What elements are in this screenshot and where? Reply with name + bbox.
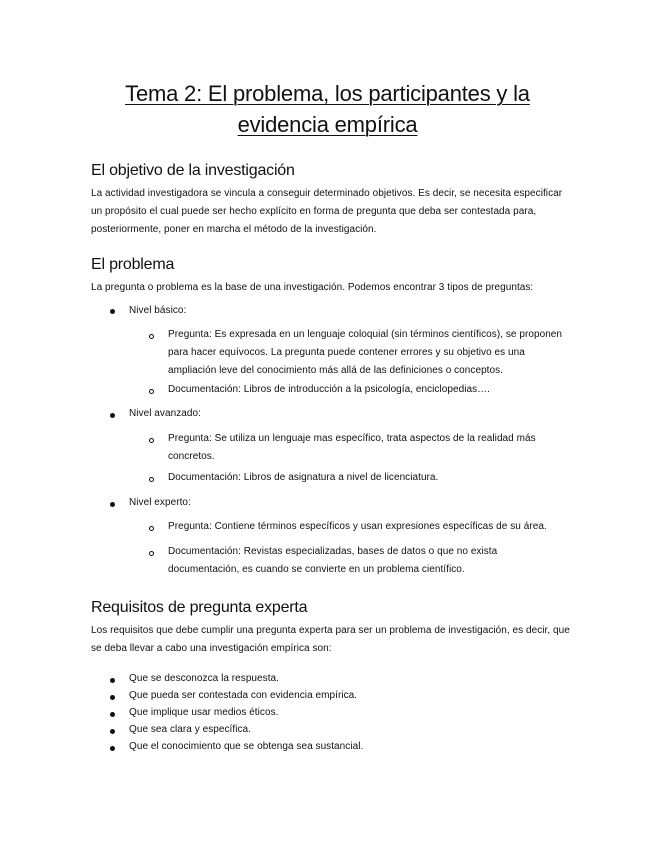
sub-bullet-icon xyxy=(149,438,154,443)
bullet-icon xyxy=(110,729,115,734)
title-line-1: Tema 2: El problema, los participantes y la xyxy=(125,81,530,106)
bullet-icon xyxy=(110,695,115,700)
bullet-icon xyxy=(110,712,115,717)
sub-bullet-icon xyxy=(149,551,154,556)
experto-pregunta: Pregunta: Contiene términos específicos y usan expresiones específicas de su área. xyxy=(168,521,547,532)
sub-bullet-icon xyxy=(149,334,154,339)
avanzado-pregunta: Pregunta: Se utiliza un lenguaje mas específico, trata aspectos de la realidad más concretos. xyxy=(168,433,536,462)
sub-bullet-icon xyxy=(149,526,154,531)
heading-objetivo: El objetivo de la investigación xyxy=(91,162,295,179)
basico-pregunta: Pregunta: Es expresada en un lenguaje coloquial (sin términos científicos), se proponen para hacer equívocos. La pregunta puede contener errores y su objetivo es una ampliación leve del conocimiento más allá de las definiciones o conceptos. xyxy=(168,329,563,376)
requisito-item: Que implique usar medios éticos. xyxy=(129,707,279,718)
bullet-icon xyxy=(110,309,115,314)
bullet-icon xyxy=(110,678,115,683)
heading-problema: El problema xyxy=(91,256,175,273)
heading-requisitos: Requisitos de pregunta experta xyxy=(91,599,308,616)
requisito-item: Que sea clara y específica. xyxy=(129,724,251,735)
paragraph-problema-intro: La pregunta o problema es la base de una investigación. Podemos encontrar 3 tipos de preguntas: xyxy=(91,282,534,293)
bullet-icon xyxy=(110,502,115,507)
paragraph-requisitos-intro: Los requisitos que debe cumplir una pregunta experta para ser un problema de investigación, es decir, que se deba llevar a cabo una investigación empírica son: xyxy=(91,625,570,654)
requisito-item: Que el conocimiento que se obtenga sea sustancial. xyxy=(129,741,364,752)
requisito-item: Que se desconozca la respuesta. xyxy=(129,673,279,684)
bullet-icon xyxy=(110,413,115,418)
experto-documentacion: Documentación: Revistas especializadas, bases de datos o que no exista documentación, es cuando se convierte en un problema científico. xyxy=(168,546,498,575)
title-line-2: evidencia empírica xyxy=(237,112,418,137)
requisito-item: Que pueda ser contestada con evidencia empírica. xyxy=(129,690,358,701)
sub-bullet-icon xyxy=(149,477,154,482)
paragraph-objetivo: La actividad investigadora se vincula a conseguir determinado objetivos. Es decir, se necesita especificar un propósito el cual puede ser hecho explícito en forma de pregunta que deba ser contestada para, posteriormente, poner en marcha el método de la investigación. xyxy=(91,188,563,235)
avanzado-documentacion: Documentación: Libros de asignatura a nivel de licenciatura. xyxy=(168,472,439,483)
page-title xyxy=(60,78,595,140)
level-label-experto: Nivel experto: xyxy=(129,497,191,508)
sub-bullet-icon xyxy=(149,389,154,394)
level-label-basico: Nivel básico: xyxy=(129,305,187,316)
bullet-icon xyxy=(110,746,115,751)
level-label-avanzado: Nivel avanzado: xyxy=(129,408,201,419)
basico-documentacion: Documentación: Libros de introducción a la psicología, enciclopedias…. xyxy=(168,384,491,395)
